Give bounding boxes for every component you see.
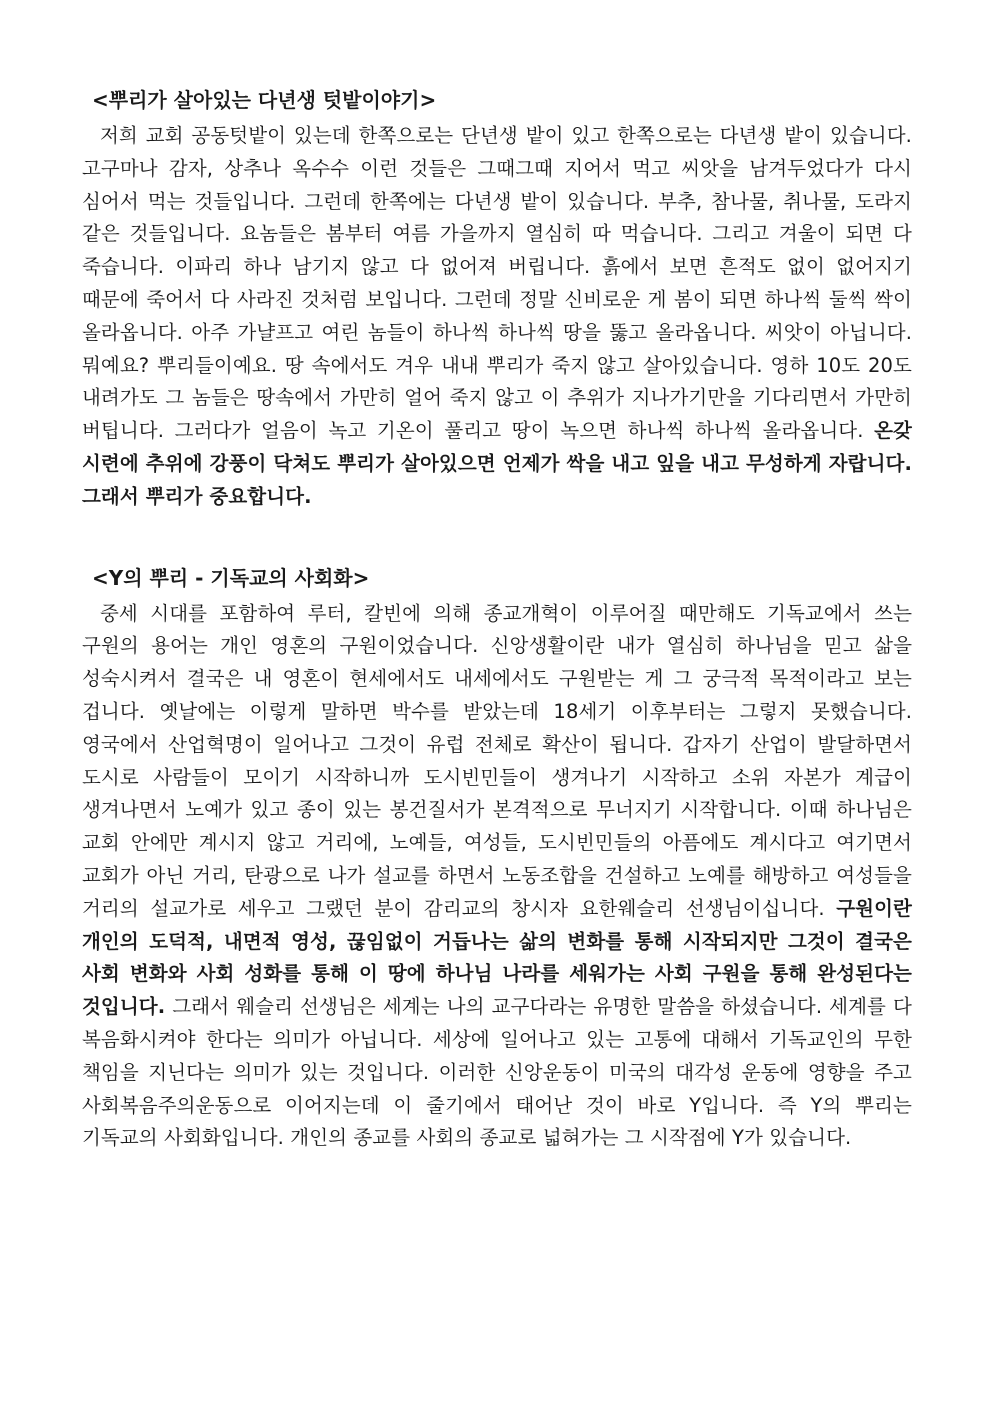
section-body (82, 120, 912, 514)
section-body (82, 598, 912, 1156)
body-emphasis: 온갖 시련에 추위에 강풍이 닥쳐도 뿌리가 살아있으면 언제가 싹을 내고 잎을 내고 무성하게 자랍니다. 그래서 뿌리가 중요합니다. (82, 419, 912, 508)
section-spacer (82, 514, 912, 560)
section-y-roots (82, 560, 912, 1156)
body-text: 중세 시대를 포함하여 루터, 칼빈에 의해 종교개혁이 이루어질 때만해도 기독교에서 쓰는 구원의 용어는 개인 영혼의 구원이었습니다. 신앙생활이란 내가 열심히 하나님을 믿고 삶을 성숙시켜서 결국은 내 영혼이 현세에서도 내세에서도 구원받는 게 그 궁극적 목적이라고 보는 겁니다. 옛날에는 이렇게 말하면 박수를 받았는데 18세기 이후부터는 그렇지 못했습니다. 영국에서 산업혁명이 일어나고 그것이 유럽 전체로 확산이 됩니다. 갑자기 산업이 발달하면서 도시로 사람들이 모이기 시작하니까 도시빈민들이 생겨나기 시작하고 소위 자본가 계급이 생겨나면서 노예가 있고 종이 있는 봉건질서가 본격적으로 무너지기 시작합니다. 이때 하나님은 교회 안에만 계시지 않고 거리에, 노예들, 여성들, 도시빈민들의 아픔에도 계시다고 여기면서 교회가 아닌 거리, 탄광으로 나가 설교를 하면서 노동조합을 건설하고 노예를 해방하고 여성들을 거리의 설교가로 세우고 그랬던 분이 감리교의 창시자 요한웨슬리 선생님이십니다. (82, 601, 912, 920)
body-text: 그래서 웨슬리 선생님은 세계는 나의 교구다라는 유명한 말씀을 하셨습니다. 세계를 다 복음화시켜야 한다는 의미가 아닙니다. 세상에 일어나고 있는 고통에 대해서 기독교인의 무한 책임을 지닌다는 의미가 있는 것입니다. 이러한 신앙운동이 미국의 대각성 운동에 영향을 주고 사회복음주의운동으로 이어지는데 이 줄기에서 태어난 것이 바로 Y입니다. 즉 Y의 뿌리는 기독교의 사회화입니다. 개인의 종교를 사회의 종교로 넓혀가는 그 시작점에 Y가 있습니다. (82, 995, 912, 1150)
body-emphasis: 구원이란 개인의 도덕적, 내면적 영성, 끊임없이 거듭나는 삶의 변화를 통해 시작되지만 그것이 결국은 사회 변화와 사회 성화를 통해 이 땅에 하나님 나라를 세워가는 사회 구원을 통해 완성된다는 것입니다. (82, 896, 912, 1019)
body-text: 저희 교회 공동텃밭이 있는데 한쪽으로는 단년생 밭이 있고 한쪽으로는 다년생 밭이 있습니다. 고구마나 감자, 상추나 옥수수 이런 것들은 그때그때 지어서 먹고 씨앗을 남겨두었다가 다시 심어서 먹는 것들입니다. 그런데 한쪽에는 다년생 밭이 있습니다. 부추, 참나물, 취나물, 도라지 같은 것들입니다. 요놈들은 봄부터 여름 가을까지 열심히 따 먹습니다. 그리고 겨울이 되면 다 죽습니다. 이파리 하나 남기지 않고 다 없어져 버립니다. 흙에서 보면 흔적도 없이 없어지기 때문에 죽어서 다 사라진 것처럼 보입니다. 그런데 정말 신비로운 게 봄이 되면 하나씩 둘씩 싹이 올라옵니다. 아주 가냘프고 여린 놈들이 하나씩 하나씩 땅을 뚫고 올라옵니다. 씨앗이 아닙니다. 뭐예요? 뿌리들이예요. 땅 속에서도 겨우 내내 뿌리가 죽지 않고 살아있습니다. 영하 10도 20도 내려가도 그 놈들은 땅속에서 가만히 얼어 죽지 않고 이 추위가 지나가기만을 기다리면서 가만히 버팁니다. 그러다가 얼음이 녹고 기온이 풀리고 땅이 녹으면 하나씩 하나씩 올라옵니다. (82, 124, 912, 443)
document-page (82, 82, 912, 1155)
section-heading: <뿌리가 살아있는 다년생 텃밭이야기> (92, 88, 437, 112)
section-heading: <Y의 뿌리 - 기독교의 사회화> (92, 565, 370, 590)
section-perennial-garden (82, 82, 912, 514)
